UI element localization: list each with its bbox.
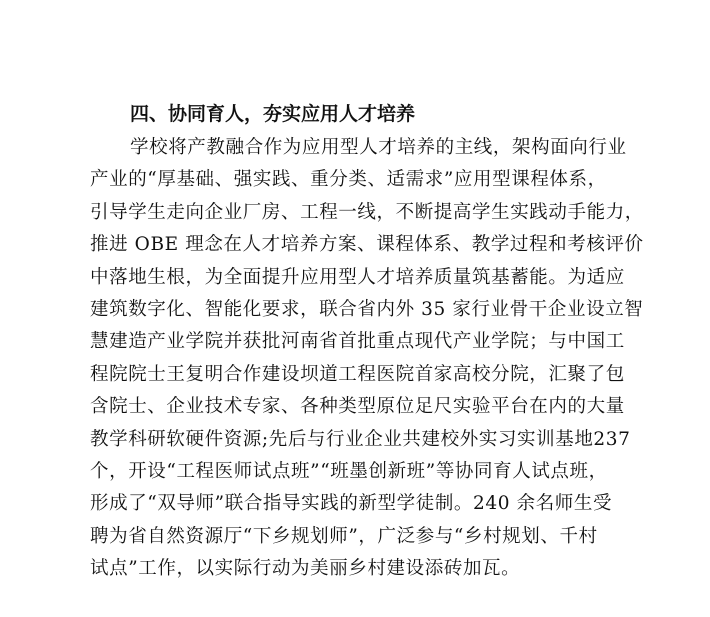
paragraph-line: 试点”工作，以实际行动为美丽乡村建设添砖加瓦。 [90,558,521,580]
paragraph-line: 建筑数字化、智能化要求，联合省内外 35 家行业骨干企业设立智 [90,298,644,320]
paragraph-line: 引导学生走向企业厂房、工程一线，不断提高学生实践动手能力， [90,201,644,223]
section-heading: 四、协同育人，夯实应用人才培养 [130,103,416,125]
paragraph-line: 中落地生根，为全面提升应用型人才培养质量筑基蓄能。为适应 [90,266,625,288]
paragraph-line: 形成了“双导师”联合指导实践的新型学徒制。240 余名师生受 [90,493,613,515]
paragraph-line: 聘为省自然资源厅“下乡规划师”，广泛参与“乡村规划、千村 [90,525,598,547]
paragraph-line: 学校将产教融合作为应用型人才培养的主线，架构面向行业 [130,137,627,158]
paragraph-line: 教学科研软硬件资源;先后与行业企业共建校外实习实训基地237 [90,428,631,450]
paragraph-line: 含院士、企业技术专家、各种类型原位足尺实验平台在内的大量 [90,396,625,418]
paragraph-line: 个，开设“工程医师试点班”“班墨创新班”等协同育人试点班， [90,460,608,482]
paragraph-line: 产业的“厚基础、强实践、重分类、适需求”应用型课程体系， [90,169,607,191]
paragraph-line: 推进 OBE 理念在人才培养方案、课程体系、教学过程和考核评价 [90,234,644,256]
body-paragraph [90,132,650,585]
paragraph-line: 慧建造产业学院并获批河南省首批重点现代产业学院；与中国工 [90,331,625,353]
paragraph-line: 程院院士王复明合作建设坝道工程医院首家高校分院，汇聚了包 [90,363,625,385]
